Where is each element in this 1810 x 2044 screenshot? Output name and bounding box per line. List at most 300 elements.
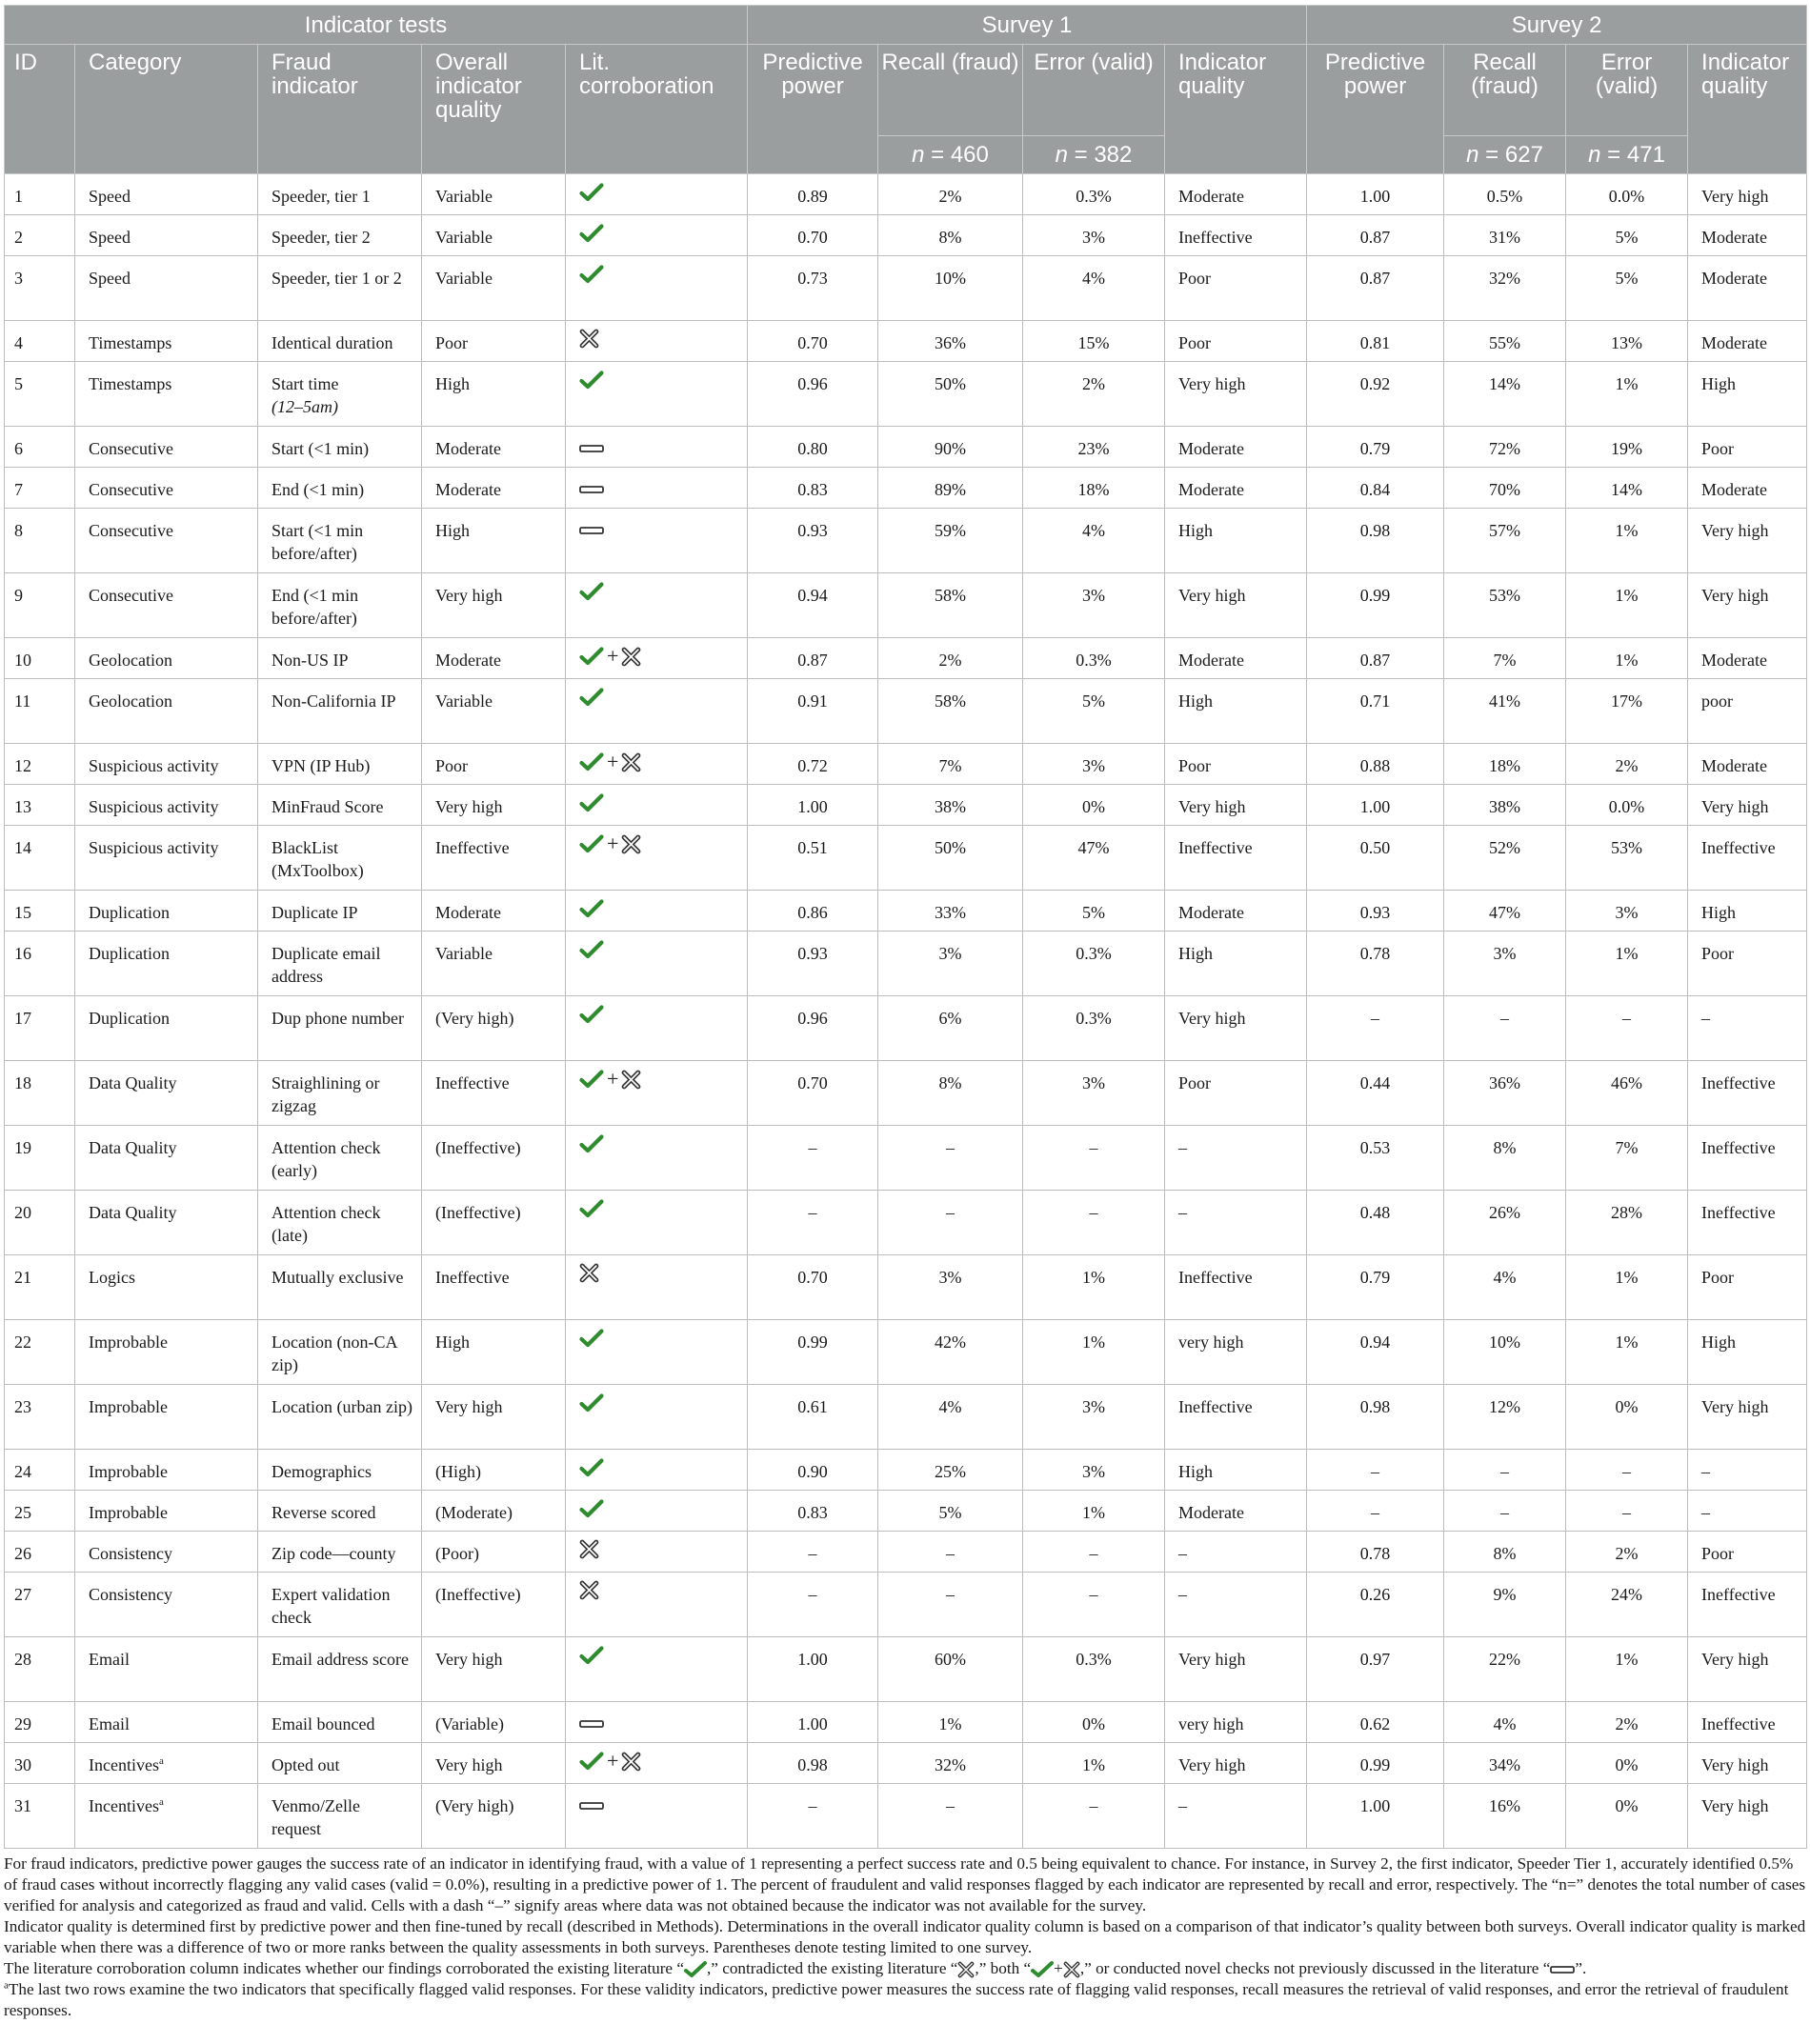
cell-s1-quality: – xyxy=(1165,1126,1307,1191)
table-row xyxy=(5,1702,1807,1743)
cell-s2-predictive-power: 0.78 xyxy=(1307,1532,1444,1573)
cell-category xyxy=(75,1255,258,1320)
cell-overall-quality: (Variable) xyxy=(422,1702,566,1743)
cell-s1-recall: 3% xyxy=(878,1255,1023,1320)
cell-s2-predictive-power: 0.78 xyxy=(1307,932,1444,996)
cell-s2-recall: 14% xyxy=(1444,362,1566,427)
cell-category xyxy=(75,996,258,1061)
cell-s1-error: 3% xyxy=(1023,1450,1165,1491)
cell-s1-recall: 8% xyxy=(878,215,1023,256)
cell-s2-error: 7% xyxy=(1566,1126,1688,1191)
cell-s2-predictive-power: 1.00 xyxy=(1307,174,1444,215)
check-icon xyxy=(579,1393,604,1413)
cell-fraud-indicator xyxy=(258,468,422,509)
cell-s1-predictive-power: 0.98 xyxy=(748,1743,878,1784)
cell-s1-quality: Very high xyxy=(1165,785,1307,826)
cell-s1-recall: 2% xyxy=(878,174,1023,215)
cell-s2-predictive-power: 0.94 xyxy=(1307,1320,1444,1385)
cell-s2-quality: Very high xyxy=(1688,174,1807,215)
cell-s2-predictive-power: 0.87 xyxy=(1307,638,1444,679)
category-text: Duplication xyxy=(89,903,170,922)
table-row xyxy=(5,1743,1807,1784)
cell-s1-error: 47% xyxy=(1023,826,1165,891)
cell-lit-corroboration xyxy=(566,1320,748,1385)
table-row xyxy=(5,573,1807,638)
cell-s1-quality: Very high xyxy=(1165,1637,1307,1702)
cell-s1-recall: – xyxy=(878,1784,1023,1849)
category-text: Improbable xyxy=(89,1503,168,1522)
cell-id: 27 xyxy=(5,1573,75,1637)
cell-s2-error: 1% xyxy=(1566,932,1688,996)
cell-s1-recall: 58% xyxy=(878,679,1023,744)
indicator-text: VPN (IP Hub) xyxy=(272,756,371,775)
cell-s1-recall: 3% xyxy=(878,932,1023,996)
cell-s1-error: – xyxy=(1023,1126,1165,1191)
cell-lit-corroboration xyxy=(566,891,748,932)
cell-id: 22 xyxy=(5,1320,75,1385)
cell-overall-quality: Moderate xyxy=(422,891,566,932)
cell-s2-recall: 72% xyxy=(1444,427,1566,468)
cell-s1-quality: – xyxy=(1165,1532,1307,1573)
cell-s1-recall: 8% xyxy=(878,1061,1023,1126)
cell-id: 6 xyxy=(5,427,75,468)
category-text: Data Quality xyxy=(89,1203,177,1222)
cell-s1-recall: 25% xyxy=(878,1450,1023,1491)
cell-id: 31 xyxy=(5,1784,75,1849)
cell-fraud-indicator xyxy=(258,1255,422,1320)
category-text: Suspicious activity xyxy=(89,756,219,775)
cell-fraud-indicator xyxy=(258,1784,422,1849)
check-icon xyxy=(579,1458,604,1477)
table-row xyxy=(5,468,1807,509)
cell-fraud-indicator xyxy=(258,679,422,744)
cell-s1-recall: 36% xyxy=(878,321,1023,362)
cell-s1-quality: Moderate xyxy=(1165,174,1307,215)
table-row xyxy=(5,1637,1807,1702)
category-text: Suspicious activity xyxy=(89,797,219,816)
indicator-text: Speeder, tier 1 or 2 xyxy=(272,269,402,288)
cell-lit-corroboration xyxy=(566,826,748,891)
cell-id: 16 xyxy=(5,932,75,996)
cell-s2-predictive-power: 0.44 xyxy=(1307,1061,1444,1126)
cell-category xyxy=(75,932,258,996)
check-icon xyxy=(579,688,604,707)
note-3-plus: + xyxy=(1054,1959,1063,1977)
cell-category xyxy=(75,1061,258,1126)
cell-lit-corroboration xyxy=(566,1061,748,1126)
cell-lit-corroboration xyxy=(566,1255,748,1320)
check-icon xyxy=(684,1959,707,1977)
cell-id: 8 xyxy=(5,509,75,573)
indicator-text: Duplicate email address xyxy=(272,944,381,986)
cell-category xyxy=(75,1532,258,1573)
cell-s1-quality: Very high xyxy=(1165,573,1307,638)
cell-s2-error: 0% xyxy=(1566,1743,1688,1784)
check-icon xyxy=(579,1005,604,1024)
cell-s2-error: 0.0% xyxy=(1566,174,1688,215)
cell-lit-corroboration xyxy=(566,1702,748,1743)
col-s2-predictive-power: Predictive power xyxy=(1307,45,1444,174)
table-row xyxy=(5,744,1807,785)
cell-s1-quality: High xyxy=(1165,679,1307,744)
cell-s1-recall: 50% xyxy=(878,362,1023,427)
cell-s1-quality: Ineffective xyxy=(1165,826,1307,891)
n-s2-recall: n = 627 xyxy=(1444,136,1566,174)
table-row xyxy=(5,785,1807,826)
cell-s2-error: 19% xyxy=(1566,427,1688,468)
cell-overall-quality: High xyxy=(422,1320,566,1385)
cell-fraud-indicator xyxy=(258,1491,422,1532)
table-row xyxy=(5,321,1807,362)
cell-s1-error: – xyxy=(1023,1191,1165,1255)
col-s1-quality: Indicator quality xyxy=(1165,45,1307,174)
table-row xyxy=(5,362,1807,427)
category-text: Suspicious activity xyxy=(89,838,219,857)
cell-s1-quality: High xyxy=(1165,932,1307,996)
indicator-text: Attention check (late) xyxy=(272,1203,381,1245)
cell-s1-quality: Very high xyxy=(1165,362,1307,427)
cell-s1-recall: – xyxy=(878,1532,1023,1573)
table-container xyxy=(4,5,1806,1849)
category-text: Consecutive xyxy=(89,439,173,458)
cell-s1-predictive-power: 0.70 xyxy=(748,215,878,256)
cell-category xyxy=(75,1491,258,1532)
cell-category xyxy=(75,638,258,679)
cell-id: 30 xyxy=(5,1743,75,1784)
cell-s1-predictive-power: 0.83 xyxy=(748,468,878,509)
col-category: Category xyxy=(75,45,258,174)
cell-s2-quality: Very high xyxy=(1688,1385,1807,1450)
cell-s2-quality: High xyxy=(1688,1320,1807,1385)
cell-category xyxy=(75,1702,258,1743)
cell-s2-error: 0% xyxy=(1566,1784,1688,1849)
category-text: Email xyxy=(89,1650,130,1669)
cell-fraud-indicator xyxy=(258,744,422,785)
category-text: Consecutive xyxy=(89,586,173,605)
indicator-text: MinFraud Score xyxy=(272,797,384,816)
footnote-mark: a xyxy=(158,1755,164,1767)
cell-s2-recall: 9% xyxy=(1444,1573,1566,1637)
cell-id: 18 xyxy=(5,1061,75,1126)
group-survey-2: Survey 2 xyxy=(1307,6,1807,45)
cell-s1-error: 0.3% xyxy=(1023,174,1165,215)
cell-fraud-indicator xyxy=(258,174,422,215)
cell-overall-quality: Poor xyxy=(422,744,566,785)
category-text: Timestamps xyxy=(89,333,172,352)
dash-icon xyxy=(579,484,604,495)
check-icon xyxy=(579,752,604,772)
cell-s2-quality: Ineffective xyxy=(1688,1191,1807,1255)
cell-lit-corroboration xyxy=(566,1532,748,1573)
category-text: Consistency xyxy=(89,1585,172,1604)
cell-s2-predictive-power: 0.62 xyxy=(1307,1702,1444,1743)
cell-lit-corroboration xyxy=(566,932,748,996)
cell-lit-corroboration xyxy=(566,1573,748,1637)
cell-s2-quality: Very high xyxy=(1688,573,1807,638)
indicator-text: Zip code—county xyxy=(272,1544,396,1563)
cell-category xyxy=(75,256,258,321)
cell-lit-corroboration xyxy=(566,1784,748,1849)
cell-overall-quality: Very high xyxy=(422,1743,566,1784)
category-text: Improbable xyxy=(89,1333,168,1352)
cross-icon xyxy=(1063,1959,1080,1977)
category-text: Geolocation xyxy=(89,691,172,711)
cell-s2-error: 17% xyxy=(1566,679,1688,744)
cell-s2-error: 13% xyxy=(1566,321,1688,362)
cell-fraud-indicator xyxy=(258,1191,422,1255)
cell-s1-predictive-power: 0.93 xyxy=(748,932,878,996)
cell-s1-quality: High xyxy=(1165,1450,1307,1491)
cell-fraud-indicator xyxy=(258,638,422,679)
plus-sign: + xyxy=(607,832,619,855)
cell-s1-quality: very high xyxy=(1165,1702,1307,1743)
cell-id: 15 xyxy=(5,891,75,932)
n-s1-error: n = 382 xyxy=(1023,136,1165,174)
cell-category xyxy=(75,1573,258,1637)
n-s2-error: n = 471 xyxy=(1566,136,1688,174)
cell-s1-predictive-power: 0.89 xyxy=(748,174,878,215)
table-row xyxy=(5,1450,1807,1491)
category-text: Consistency xyxy=(89,1544,172,1563)
cell-lit-corroboration xyxy=(566,1491,748,1532)
check-icon xyxy=(579,1752,604,1771)
indicator-text: Speeder, tier 2 xyxy=(272,228,371,247)
indicator-text: Start (<1 min before/after) xyxy=(272,521,364,563)
cell-overall-quality: Very high xyxy=(422,1637,566,1702)
cell-s1-predictive-power: 1.00 xyxy=(748,1702,878,1743)
cell-s2-error: 2% xyxy=(1566,1532,1688,1573)
note-paragraph-2: Indicator quality is determined first by predictive power and then fine-tuned by recall (described in Methods). Determinations in the overall indicator quality column is based on a comparison of that indicator’s quality between both surveys. Overall indicator quality is marked variable when there was a difference of two or more ranks between the quality assessments in both surveys. Parentheses denote testing limited to one survey. xyxy=(4,1917,1806,1956)
cell-lit-corroboration xyxy=(566,1743,748,1784)
cell-s1-error: 0% xyxy=(1023,1702,1165,1743)
cell-s2-recall: 22% xyxy=(1444,1637,1566,1702)
cell-s2-quality: Very high xyxy=(1688,509,1807,573)
cell-s2-recall: 8% xyxy=(1444,1532,1566,1573)
cell-s1-quality: – xyxy=(1165,1784,1307,1849)
cell-s2-recall: 7% xyxy=(1444,638,1566,679)
cell-s2-error: 1% xyxy=(1566,1637,1688,1702)
cell-s1-quality: Very high xyxy=(1165,996,1307,1061)
cell-s2-quality: Moderate xyxy=(1688,638,1807,679)
check-icon xyxy=(579,183,604,202)
cell-s2-error: 3% xyxy=(1566,891,1688,932)
cell-s1-error: 23% xyxy=(1023,427,1165,468)
note-footnote-a xyxy=(4,1979,1806,2021)
cell-overall-quality: Very high xyxy=(422,1385,566,1450)
footnote-text: The last two rows examine the two indicators that specifically flagged valid responses. For these validity indicators, predictive power measures the success rate of flagging valid responses, recall measures the retrieval of valid responses, and error the retrieval of fraudulent responses. xyxy=(4,1980,1789,2019)
cell-s2-predictive-power: – xyxy=(1307,996,1444,1061)
cell-s1-quality: Moderate xyxy=(1165,468,1307,509)
cell-category xyxy=(75,826,258,891)
cell-lit-corroboration xyxy=(566,427,748,468)
cell-s2-predictive-power: 0.99 xyxy=(1307,573,1444,638)
category-text: Data Quality xyxy=(89,1073,177,1092)
cell-s2-quality: Moderate xyxy=(1688,215,1807,256)
indicator-text: BlackList (MxToolbox) xyxy=(272,838,364,880)
check-icon xyxy=(579,1070,604,1089)
cell-s2-error: 1% xyxy=(1566,509,1688,573)
cell-s1-error: 5% xyxy=(1023,679,1165,744)
cell-s2-recall: 52% xyxy=(1444,826,1566,891)
category-text: Consecutive xyxy=(89,521,173,540)
cell-overall-quality: Variable xyxy=(422,932,566,996)
indicator-text: Start (<1 min) xyxy=(272,439,370,458)
cell-s2-predictive-power: – xyxy=(1307,1491,1444,1532)
cell-s1-error: 0.3% xyxy=(1023,932,1165,996)
cell-id: 1 xyxy=(5,174,75,215)
col-s1-error: Error (valid) xyxy=(1023,45,1165,136)
table-row xyxy=(5,1255,1807,1320)
check-icon xyxy=(579,265,604,284)
cell-s1-quality: Moderate xyxy=(1165,638,1307,679)
col-s1-predictive-power: Predictive power xyxy=(748,45,878,174)
cross-icon xyxy=(621,1752,641,1772)
cell-fraud-indicator xyxy=(258,891,422,932)
dash-icon xyxy=(579,443,604,454)
cell-s1-recall: 38% xyxy=(878,785,1023,826)
cell-overall-quality: (Very high) xyxy=(422,996,566,1061)
cell-s1-error: 1% xyxy=(1023,1255,1165,1320)
cell-s1-quality: Ineffective xyxy=(1165,1255,1307,1320)
cell-fraud-indicator xyxy=(258,826,422,891)
cell-s2-predictive-power: 0.53 xyxy=(1307,1126,1444,1191)
category-text: Consecutive xyxy=(89,480,173,499)
cell-s1-predictive-power: 0.99 xyxy=(748,1320,878,1385)
indicator-text: Demographics xyxy=(272,1462,372,1481)
category-text: Improbable xyxy=(89,1397,168,1416)
cell-category xyxy=(75,468,258,509)
cell-s2-quality: Moderate xyxy=(1688,256,1807,321)
cell-s2-quality: Ineffective xyxy=(1688,1126,1807,1191)
cell-fraud-indicator xyxy=(258,785,422,826)
cell-s1-quality: High xyxy=(1165,509,1307,573)
cell-s2-quality: – xyxy=(1688,1491,1807,1532)
cell-s2-error: 14% xyxy=(1566,468,1688,509)
cell-s1-predictive-power: 0.93 xyxy=(748,509,878,573)
cell-category xyxy=(75,1450,258,1491)
cell-s2-recall: 0.5% xyxy=(1444,174,1566,215)
cell-fraud-indicator xyxy=(258,1573,422,1637)
cell-lit-corroboration xyxy=(566,1385,748,1450)
cell-lit-corroboration xyxy=(566,785,748,826)
indicator-text: Opted out xyxy=(272,1755,340,1774)
cell-id: 28 xyxy=(5,1637,75,1702)
cell-fraud-indicator xyxy=(258,321,422,362)
cell-category xyxy=(75,1320,258,1385)
cell-fraud-indicator xyxy=(258,573,422,638)
cell-overall-quality: Very high xyxy=(422,785,566,826)
cell-category xyxy=(75,891,258,932)
cell-s2-quality: Moderate xyxy=(1688,321,1807,362)
cell-id: 19 xyxy=(5,1126,75,1191)
table-row xyxy=(5,1320,1807,1385)
cell-s1-error: 15% xyxy=(1023,321,1165,362)
cell-s2-predictive-power: 0.81 xyxy=(1307,321,1444,362)
cell-id: 20 xyxy=(5,1191,75,1255)
table-row xyxy=(5,1126,1807,1191)
category-text: Duplication xyxy=(89,944,170,963)
cell-lit-corroboration xyxy=(566,468,748,509)
cell-s1-predictive-power: 0.61 xyxy=(748,1385,878,1450)
cell-s1-recall: 7% xyxy=(878,744,1023,785)
cell-s2-predictive-power: 0.93 xyxy=(1307,891,1444,932)
cell-lit-corroboration xyxy=(566,215,748,256)
cross-icon xyxy=(957,1959,975,1977)
cell-s2-predictive-power: – xyxy=(1307,1450,1444,1491)
cell-s2-quality: Ineffective xyxy=(1688,1702,1807,1743)
table-footnotes xyxy=(4,1854,1806,2021)
cell-s1-recall: – xyxy=(878,1573,1023,1637)
check-icon xyxy=(579,793,604,812)
cell-overall-quality: Moderate xyxy=(422,427,566,468)
cell-overall-quality: Ineffective xyxy=(422,1061,566,1126)
table-row xyxy=(5,1784,1807,1849)
plus-sign: + xyxy=(607,750,619,773)
cross-icon xyxy=(621,834,641,854)
cell-s2-recall: 31% xyxy=(1444,215,1566,256)
cell-category xyxy=(75,1784,258,1849)
cell-s2-quality: High xyxy=(1688,891,1807,932)
cell-fraud-indicator xyxy=(258,215,422,256)
cell-s2-quality: Poor xyxy=(1688,1255,1807,1320)
cell-s1-error: 2% xyxy=(1023,362,1165,427)
group-indicator-tests: Indicator tests xyxy=(5,6,748,45)
col-s2-error: Error (valid) xyxy=(1566,45,1688,136)
cell-s2-recall: 34% xyxy=(1444,1743,1566,1784)
cell-s1-recall: 90% xyxy=(878,427,1023,468)
cell-s2-quality: Poor xyxy=(1688,427,1807,468)
cell-overall-quality: (Ineffective) xyxy=(422,1191,566,1255)
check-icon xyxy=(579,1499,604,1518)
cell-fraud-indicator xyxy=(258,932,422,996)
cell-s2-recall: – xyxy=(1444,1491,1566,1532)
cross-icon xyxy=(579,1263,599,1283)
cell-s2-recall: 16% xyxy=(1444,1784,1566,1849)
cell-overall-quality: Variable xyxy=(422,679,566,744)
cell-id: 29 xyxy=(5,1702,75,1743)
col-id: ID xyxy=(5,45,75,174)
cell-s2-quality: Very high xyxy=(1688,1637,1807,1702)
cell-s1-predictive-power: – xyxy=(748,1126,878,1191)
cell-id: 23 xyxy=(5,1385,75,1450)
cell-s1-recall: 32% xyxy=(878,1743,1023,1784)
check-icon xyxy=(579,940,604,959)
cell-s2-quality: Moderate xyxy=(1688,468,1807,509)
cell-s1-recall: – xyxy=(878,1191,1023,1255)
check-icon xyxy=(1031,1959,1054,1977)
cell-s1-recall: 59% xyxy=(878,509,1023,573)
cell-id: 11 xyxy=(5,679,75,744)
indicator-text: Dup phone number xyxy=(272,1009,404,1028)
cell-category xyxy=(75,215,258,256)
cell-s2-predictive-power: 1.00 xyxy=(1307,785,1444,826)
cell-s1-predictive-power: 0.80 xyxy=(748,427,878,468)
col-fraud-indicator: Fraud indicator xyxy=(258,45,422,174)
cell-s2-error: 0.0% xyxy=(1566,785,1688,826)
category-text: Speed xyxy=(89,187,131,206)
cell-s1-recall: 5% xyxy=(878,1491,1023,1532)
cell-fraud-indicator xyxy=(258,362,422,427)
cell-s2-error: 1% xyxy=(1566,362,1688,427)
cell-s1-predictive-power: 0.73 xyxy=(748,256,878,321)
cell-s1-error: 1% xyxy=(1023,1743,1165,1784)
cross-icon xyxy=(621,647,641,667)
cell-s2-predictive-power: 0.98 xyxy=(1307,1385,1444,1450)
cell-s2-error: 1% xyxy=(1566,1320,1688,1385)
col-overall-quality: Overall indicator quality xyxy=(422,45,566,174)
cell-s2-error: 1% xyxy=(1566,638,1688,679)
footnote-mark: a xyxy=(4,1979,9,1992)
